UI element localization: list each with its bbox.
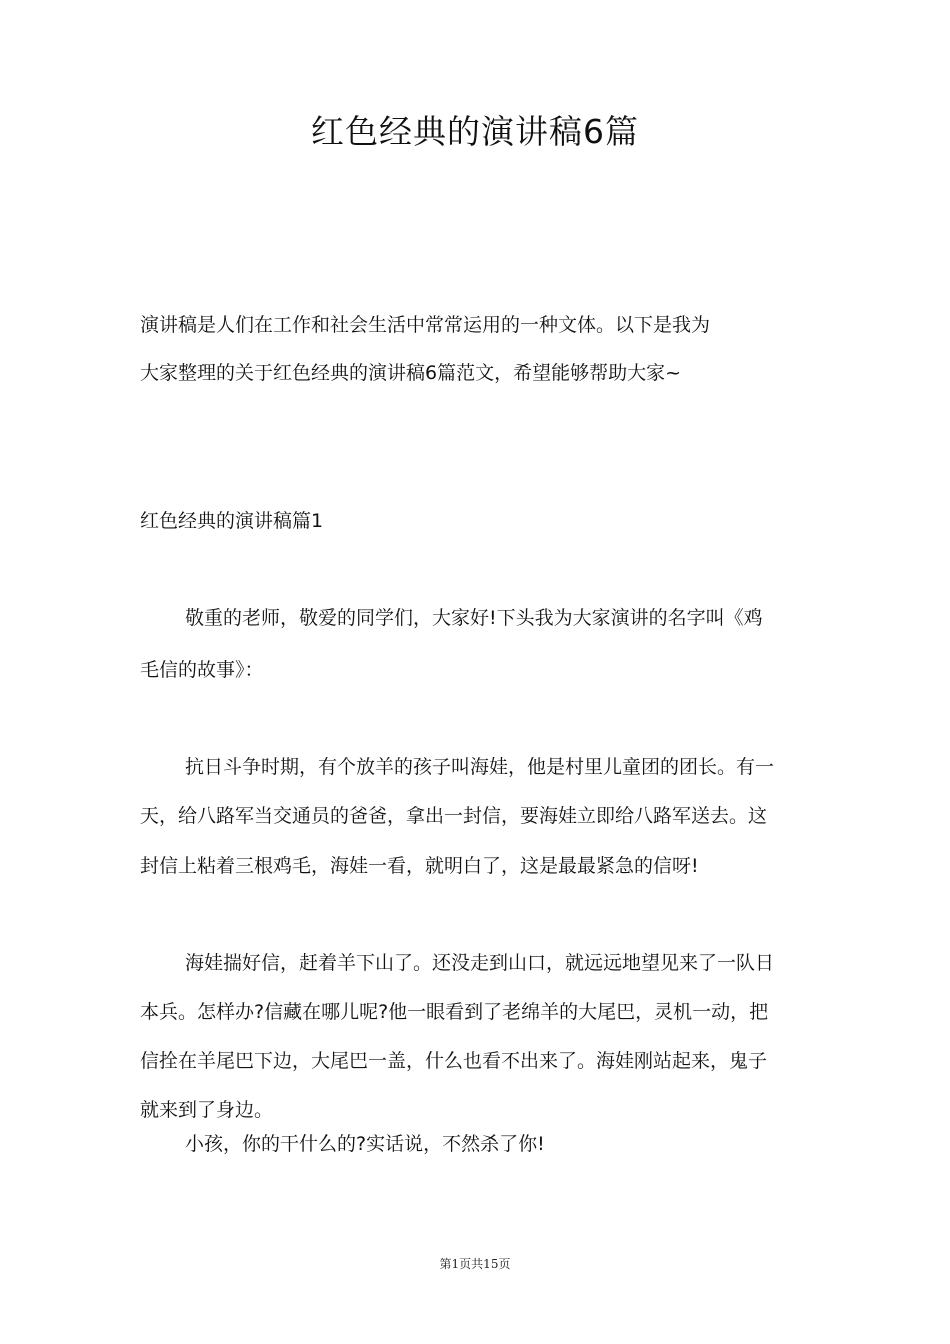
document-title: 红色经典的演讲稿6篇 (311, 112, 639, 151)
section-heading: 红色经典的演讲稿篇1 (140, 510, 324, 532)
paragraph-2-line-3: 封信上粘着三根鸡毛，海娃一看，就明白了，这是最最紧急的信呀! (140, 855, 699, 877)
paragraph-3-line-1: 海娃揣好信，赶着羊下山了。还没走到山口，就远远地望见来了一队日 (185, 952, 775, 974)
paragraph-4-line-1: 小孩，你的干什么的?实话说，不然杀了你! (185, 1133, 545, 1155)
paragraph-3-line-3: 信拴在羊尾巴下边，大尾巴一盖，什么也看不出来了。海娃刚站起来，鬼子 (140, 1050, 768, 1072)
intro-line-2: 大家整理的关于红色经典的演讲稿6篇范文，希望能够帮助大家~ (140, 362, 682, 384)
paragraph-1-line-1: 敬重的老师，敬爱的同学们，大家好!下头我为大家演讲的名字叫《鸡 (185, 607, 763, 629)
intro-line-1: 演讲稿是人们在工作和社会生活中常常运用的一种文体。以下是我为 (140, 314, 711, 336)
paragraph-3-line-4: 就来到了身边。 (140, 1099, 274, 1121)
paragraph-2-line-1: 抗日斗争时期，有个放羊的孩子叫海娃，他是村里儿童团的团长。有一 (185, 756, 775, 778)
page-footer: 第1页共15页 (439, 1257, 511, 1271)
paragraph-1-line-2: 毛信的故事》： (140, 659, 264, 681)
paragraph-2-line-2: 天，给八路军当交通员的爸爸，拿出一封信，要海娃立即给八路军送去。这 (140, 805, 768, 827)
paragraph-3-line-2: 本兵。怎样办?信藏在哪儿呢?他一眼看到了老绵羊的大尾巴，灵机一动，把 (140, 1001, 769, 1023)
